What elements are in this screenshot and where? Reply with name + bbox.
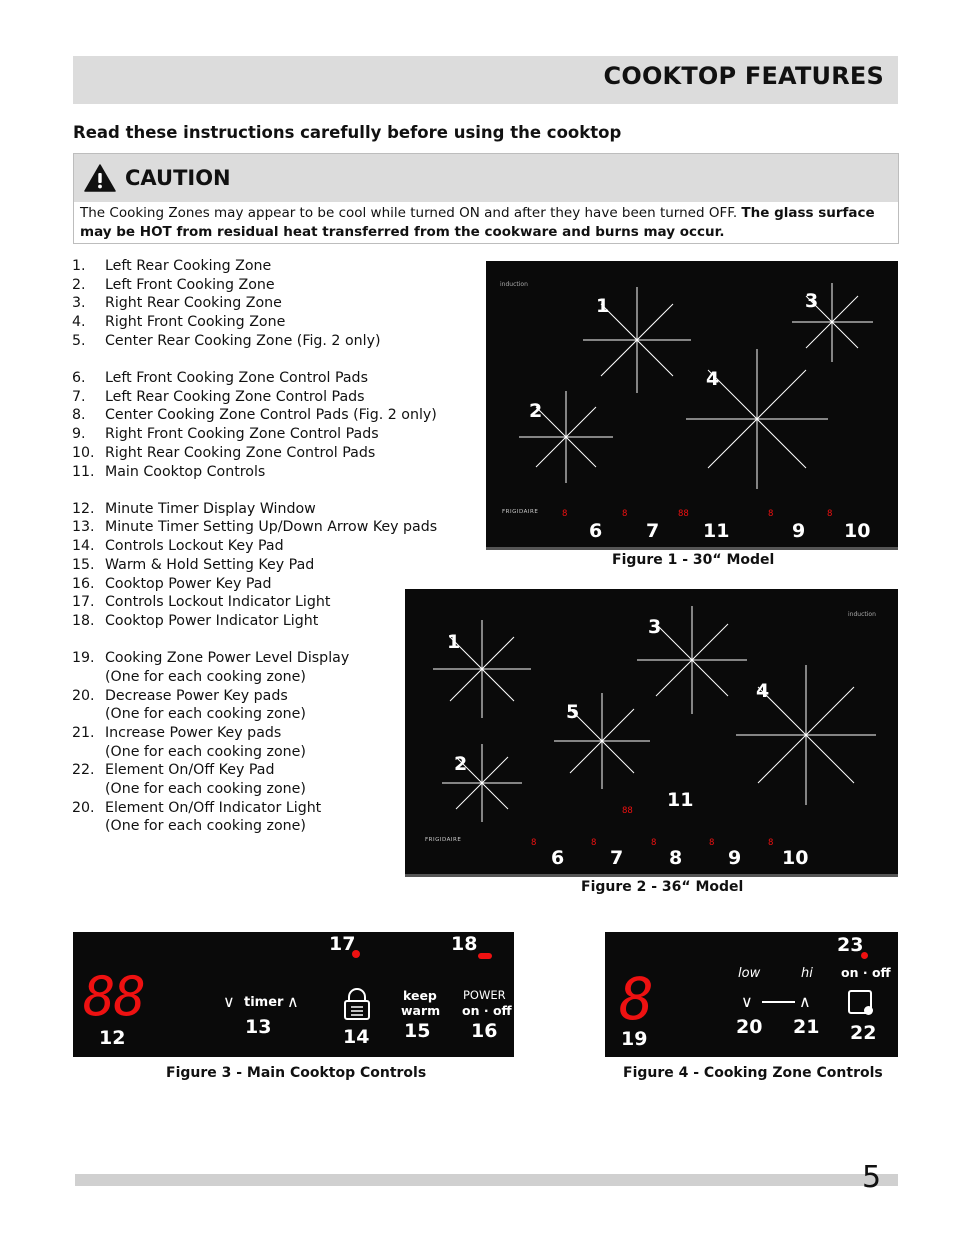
- list-item-number: 3.: [72, 295, 86, 312]
- list-item: [72, 537, 472, 556]
- figure-2-caption: Figure 2 - 36“ Model: [581, 879, 744, 895]
- list-item-number: 9.: [72, 426, 86, 443]
- list-item-text: [105, 313, 285, 332]
- fig1-zone-display-9: 8: [768, 509, 774, 519]
- decrease-power-icon[interactable]: ∨: [741, 992, 753, 1011]
- list-item: [72, 518, 472, 537]
- list-item-text: [105, 463, 265, 482]
- list-item-text: [105, 575, 272, 594]
- list-item: [72, 369, 472, 388]
- list-item: [72, 500, 472, 519]
- list-item-text: [105, 369, 368, 388]
- fig4-label-22: 22: [850, 1022, 877, 1044]
- list-item-label: Minute Timer Setting Up/Down Arrow Key pads: [105, 519, 438, 536]
- list-item-number: 5.: [72, 332, 86, 349]
- fig1-zone-display-7: 8: [622, 509, 628, 519]
- element-on-off-label: on · off: [841, 965, 891, 980]
- caution-text: [80, 204, 892, 242]
- timer-display-window: 88: [83, 965, 145, 1028]
- keep-label[interactable]: keep: [403, 988, 437, 1003]
- fig2-label-7: 7: [610, 847, 624, 869]
- list-item-text: [105, 556, 314, 575]
- list-item-number: 20.: [72, 799, 95, 816]
- fig1-label-11: 11: [703, 520, 730, 542]
- list-item-sublabel: (One for each cooking zone): [105, 706, 306, 723]
- fig1-zone-display-6: 8: [562, 509, 568, 519]
- list-item-text: [105, 276, 275, 295]
- list-item-sublabel: (One for each cooking zone): [105, 781, 306, 798]
- list-item-number: 12.: [72, 500, 95, 517]
- list-item-sublabel: (One for each cooking zone): [105, 818, 306, 835]
- fig1-label-1: 1: [596, 295, 610, 317]
- fig2-label-11: 11: [667, 789, 694, 811]
- power-level-display: 8: [619, 965, 654, 1033]
- list-item-text: [105, 518, 437, 537]
- fig4-label-23: 23: [837, 934, 864, 956]
- list-item-label: Right Rear Cooking Zone Control Pads: [105, 444, 376, 461]
- list-item-text: [105, 388, 365, 407]
- list-item-number: 22.: [72, 762, 95, 779]
- timer-label: timer: [244, 995, 284, 1010]
- figure-1-cooktop-30: [486, 261, 898, 550]
- list-item-number: 4.: [72, 314, 86, 331]
- list-item: [72, 425, 472, 444]
- fig3-label-13: 13: [245, 1016, 272, 1038]
- page-number: 5: [862, 1160, 882, 1195]
- list-spacer: [72, 351, 472, 370]
- list-item: [72, 313, 472, 332]
- list-item-label: Warm & Hold Setting Key Pad: [105, 556, 315, 573]
- list-item-number: 15.: [72, 556, 95, 573]
- list-item-text: [105, 444, 375, 463]
- list-item: [72, 463, 472, 482]
- fig1-label-9: 9: [792, 520, 806, 542]
- list-item-number: 6.: [72, 370, 86, 387]
- increase-power-icon[interactable]: ∧: [799, 992, 811, 1011]
- list-item-text: [105, 724, 306, 761]
- warning-icon: [84, 164, 116, 192]
- fig1-label-7: 7: [646, 520, 660, 542]
- fig1-induction-badge: induction: [500, 281, 528, 288]
- figure-4-caption: Figure 4 - Cooking Zone Controls: [623, 1065, 883, 1081]
- fig3-label-15: 15: [404, 1020, 431, 1042]
- header-bar: [73, 56, 898, 104]
- list-item-text: [105, 799, 321, 836]
- fig2-brand-logo: FRIGIDAIRE: [425, 837, 462, 843]
- list-item-label: Left Front Cooking Zone: [105, 276, 275, 293]
- fig3-label-17: 17: [329, 933, 356, 955]
- fig2-label-1: 1: [447, 631, 461, 653]
- list-item-text: [105, 406, 437, 425]
- list-item-number: 11.: [72, 463, 95, 480]
- list-item-number: 13.: [72, 519, 95, 536]
- caution-box: [73, 153, 899, 244]
- list-item-label: Left Rear Cooking Zone Control Pads: [105, 388, 365, 405]
- caution-text-normal: The Cooking Zones may appear to be cool while turned ON and after they have been turned OFF.: [80, 205, 742, 221]
- subheading: Read these instructions carefully before using the cooktop: [73, 123, 622, 142]
- list-item-label: Decrease Power Key pads: [105, 687, 288, 704]
- list-item: [72, 406, 472, 425]
- fig2-label-9: 9: [728, 847, 742, 869]
- list-item-number: 8.: [72, 407, 86, 424]
- list-item-number: 20.: [72, 687, 95, 704]
- fig2-zone-display-7: 8: [591, 838, 597, 848]
- fig4-label-19: 19: [621, 1028, 648, 1050]
- list-item-number: 16.: [72, 575, 95, 592]
- low-label: low: [738, 966, 761, 981]
- fig4-label-21: 21: [793, 1016, 820, 1038]
- caution-text-bold: The glass surface may be HOT from residual heat transferred from the cookware and burns may occur.: [80, 205, 875, 240]
- fig2-label-4: 4: [756, 680, 770, 702]
- list-spacer: [72, 481, 472, 500]
- list-item-sublabel: (One for each cooking zone): [105, 668, 306, 685]
- figure-4-zone-controls: [605, 932, 898, 1057]
- fig2-label-10: 10: [782, 847, 809, 869]
- element-on-off-dot-icon: [864, 1006, 873, 1015]
- list-item-label: Element On/Off Indicator Light: [105, 799, 322, 816]
- list-item-text: [105, 425, 379, 444]
- fig2-label-2: 2: [454, 753, 468, 775]
- hi-label: hi: [801, 966, 813, 981]
- fig3-label-18: 18: [451, 933, 478, 955]
- list-item-number: 14.: [72, 538, 95, 555]
- list-item-label: Left Rear Cooking Zone: [105, 258, 272, 274]
- fig4-label-20: 20: [736, 1016, 763, 1038]
- list-item: [72, 294, 472, 313]
- list-item-label: Right Rear Cooking Zone: [105, 295, 282, 312]
- list-item-label: Controls Lockout Key Pad: [105, 538, 284, 555]
- power-on-off-label[interactable]: on · off: [462, 1003, 512, 1018]
- list-item-label: Minute Timer Display Window: [105, 500, 316, 517]
- figure-2-cooktop-36: [405, 589, 898, 877]
- warm-label[interactable]: warm: [401, 1003, 441, 1018]
- list-item-number: 19.: [72, 650, 95, 667]
- list-item: [72, 276, 472, 295]
- list-item-label: Cooking Zone Power Level Display: [105, 650, 350, 667]
- timer-up-arrow-icon[interactable]: ∧: [287, 992, 299, 1011]
- figure-3-caption: Figure 3 - Main Cooktop Controls: [166, 1065, 427, 1081]
- list-item-label: Main Cooktop Controls: [105, 463, 266, 480]
- list-item-text: [105, 593, 330, 612]
- fig1-label-10: 10: [844, 520, 871, 542]
- list-item-text: [105, 332, 381, 351]
- fig2-label-5: 5: [566, 701, 580, 723]
- list-item-label: Left Front Cooking Zone Control Pads: [105, 370, 368, 387]
- fig1-label-3: 3: [805, 290, 819, 312]
- list-item-label: Center Cooking Zone Control Pads (Fig. 2 only): [105, 407, 437, 424]
- page-title: COOKTOP FEATURES: [603, 62, 884, 90]
- list-item-label: Right Front Cooking Zone Control Pads: [105, 426, 379, 443]
- list-item-text: [105, 500, 316, 519]
- list-item-label: Cooktop Power Key Pad: [105, 575, 272, 592]
- figure-1-caption: Figure 1 - 30“ Model: [612, 552, 775, 568]
- fig2-label-8: 8: [669, 847, 683, 869]
- list-item-text: [105, 257, 271, 276]
- list-item-text: [105, 761, 306, 798]
- power-label[interactable]: POWER: [463, 988, 506, 1002]
- list-item: [72, 388, 472, 407]
- list-item-number: 2.: [72, 276, 86, 293]
- power-slider-line: [762, 1001, 795, 1003]
- list-item-text: [105, 649, 349, 686]
- fig2-induction-badge: induction: [848, 611, 876, 618]
- fig2-zone-display-10: 8: [768, 838, 774, 848]
- fig2-zone-display-9: 8: [709, 838, 715, 848]
- fig1-timer-display: 88: [678, 509, 689, 519]
- fig2-timer-display: 88: [622, 806, 633, 816]
- fig1-label-6: 6: [589, 520, 603, 542]
- list-item-text: [105, 687, 306, 724]
- fig3-label-16: 16: [471, 1020, 498, 1042]
- power-indicator-light: [478, 953, 492, 959]
- list-item-number: 1.: [72, 258, 86, 274]
- fig2-zone-display-6: 8: [531, 838, 537, 848]
- fig1-label-4: 4: [706, 368, 720, 390]
- list-item: [72, 257, 472, 276]
- list-item-text: [105, 294, 282, 313]
- timer-down-arrow-icon[interactable]: ∨: [223, 992, 235, 1011]
- list-item-text: [105, 537, 284, 556]
- list-item-number: 21.: [72, 724, 95, 741]
- fig2-label-3: 3: [648, 616, 662, 638]
- lock-icon[interactable]: [343, 988, 371, 1020]
- list-item-number: 10.: [72, 444, 95, 461]
- list-item-number: 7.: [72, 388, 86, 405]
- list-item-label: Increase Power Key pads: [105, 724, 282, 741]
- caution-header: [74, 154, 898, 202]
- list-item-text: [105, 612, 318, 631]
- list-item-number: 18.: [72, 612, 95, 629]
- list-item-label: Cooktop Power Indicator Light: [105, 612, 319, 629]
- fig2-zone-display-8: 8: [651, 838, 657, 848]
- fig1-label-2: 2: [529, 400, 543, 422]
- fig3-label-12: 12: [99, 1027, 126, 1049]
- list-item-label: Controls Lockout Indicator Light: [105, 594, 331, 611]
- list-item: [72, 444, 472, 463]
- fig1-brand-logo: FRIGIDAIRE: [502, 509, 539, 515]
- list-item-label: Right Front Cooking Zone: [105, 314, 286, 331]
- caution-title: CAUTION: [125, 166, 231, 190]
- figure-3-main-controls: [73, 932, 514, 1057]
- list-item: [72, 556, 472, 575]
- list-item-label: Element On/Off Key Pad: [105, 762, 275, 779]
- list-item: [72, 332, 472, 351]
- fig1-zone-display-10: 8: [827, 509, 833, 519]
- list-item-sublabel: (One for each cooking zone): [105, 743, 306, 760]
- fig1-burners: [486, 261, 898, 547]
- footer-bar: [75, 1174, 898, 1186]
- list-item-label: Center Rear Cooking Zone (Fig. 2 only): [105, 332, 381, 349]
- fig3-label-14: 14: [343, 1026, 370, 1048]
- list-item-number: 17.: [72, 594, 95, 611]
- fig2-label-6: 6: [551, 847, 565, 869]
